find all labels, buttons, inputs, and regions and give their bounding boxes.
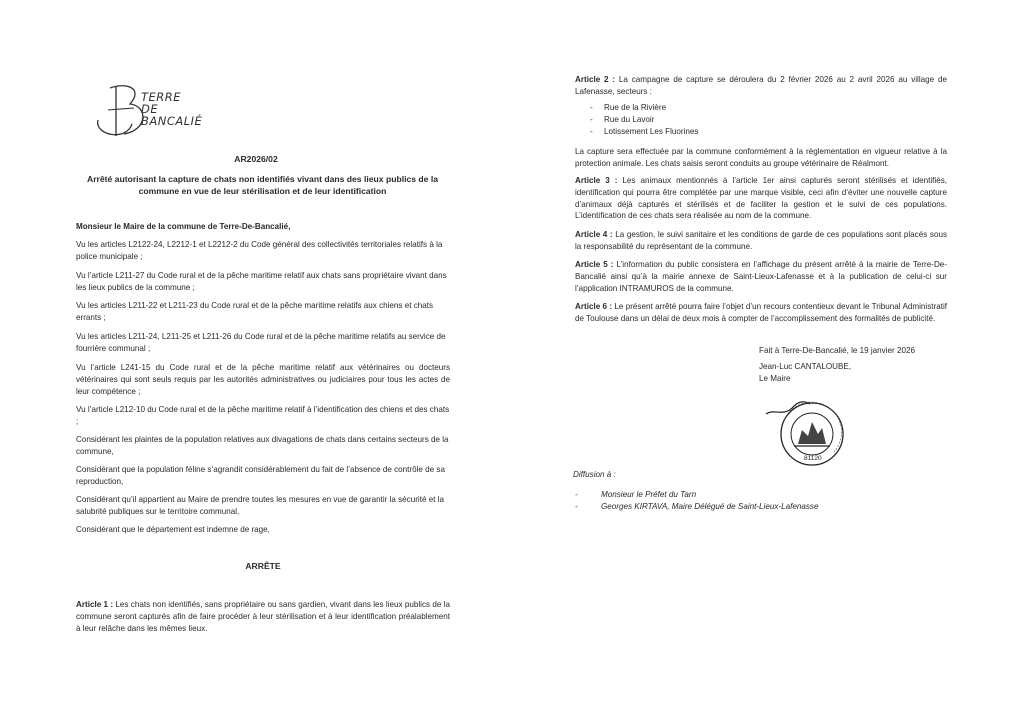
- mairie-stamp-icon: [764, 394, 846, 468]
- diffusion-title: Diffusion à :: [573, 470, 616, 479]
- article-6: [575, 301, 947, 325]
- article-2-label: Article 2 :: [575, 75, 616, 84]
- diffusion-list: [575, 489, 818, 513]
- article-3: [575, 175, 947, 222]
- article-2: [575, 74, 947, 98]
- article-1-label: Article 1 :: [76, 600, 114, 609]
- decree-title: Arrêté autorisant la capture de chats non identifiés vivant dans des lieux publics de la commune en vue de leur stérilisation et de leur identification: [86, 174, 438, 196]
- article-3-text: Les animaux mentionnés à l’article 1er ainsi capturés seront stérilisés et identifiés, identification qui pourra être complétée par une marque visible, ceci afin d’éviter une nouvelle capture d’animaux déjà capturés et stérilisés et de faciliter la gestion et le suivi de ces populations. L’identification de ces chats sera réalisée au nom de la commune.: [575, 176, 947, 221]
- mayor-line: Monsieur le Maire de la commune de Terre-De-Bancalié,: [76, 222, 291, 231]
- diffusion-item: - Georges KIRTAVA, Maire Délégué de Saint-Lieux-Lafenasse: [575, 501, 818, 513]
- paragraph-3: Vu les articles L211-22 et L211-23 du Code rural et de la pêche maritime relatifs aux chiens et chats errants ;: [76, 301, 434, 322]
- article-4-text: La gestion, le suivi sanitaire et les conditions de garde de ces populations sont placés sous la responsabilité du représentant de la commune.: [575, 230, 947, 251]
- paragraph-7: Considérant les plaintes de la population relatives aux divagations de chats dans certains secteurs de la commune,: [76, 435, 449, 456]
- arrete-heading: ARRÊTE: [245, 561, 281, 571]
- article-4: [575, 229, 947, 253]
- article-6-label: Article 6 :: [575, 302, 613, 311]
- sector-item: - Lotissement Les Fluorines: [590, 126, 698, 138]
- paragraph-4: Vu les articles L211-24, L211-25 et L211-26 du Code rural et de la pêche maritime relatifs au service de fourrière communal ;: [76, 332, 446, 353]
- article-5-label: Article 5 :: [575, 260, 614, 269]
- logo-line-3: BANCALIÉ: [141, 114, 203, 128]
- logo-line-2: DE: [141, 102, 159, 116]
- paragraph-5: Vu l’article L241-15 du Code rural et de la pêche maritime relatif aux vétérinaires ou docteurs vétérinaires qui sont seuls requis par les autorités administratives ou judiciaires pour tous les actes de leur compétence ;: [76, 363, 450, 396]
- article-6-text: Le présent arrêté pourra faire l’objet d’un recours contentieux devant le Tribunal Administratif de Toulouse dans un délai de deux mois à compter de l’accomplissement des formalités de publicité.: [575, 302, 947, 323]
- article-1: [76, 599, 450, 635]
- diffusion-item: - Monsieur le Préfet du Tarn: [575, 489, 818, 501]
- capture-paragraph: La capture sera effectuée par la commune conformément à la règlementation en vigueur relative à la protection animale. Les chats saisis seront conduits au groupe vétérinaire de Réalmont.: [575, 147, 947, 168]
- article-5-text: L’information du public consistera en l’affichage du présent arrêté à la mairie de Terre-De-Bancalié ainsi qu’à la mairie annexe de Saint-Lieux-Lafenasse et à la publication de celui-ci sur l’application INTRAMUROS de la commune.: [575, 260, 947, 293]
- stamp-code: 81120: [804, 455, 822, 462]
- sector-list: [590, 102, 698, 138]
- place-date: Fait à Terre-De-Bancalié, le 19 janvier 2026: [759, 346, 915, 355]
- sector-item: - Rue du Lavoir: [590, 114, 698, 126]
- paragraph-6: Vu l’article L212-10 du Code rural et de la pêche maritime relatif à l’identification des chiens et des chats ;: [76, 405, 450, 426]
- sector-item: - Rue de la Rivière: [590, 102, 698, 114]
- signer-role: Le Maire: [759, 374, 791, 383]
- paragraph-10: Considérant que le département est indemne de rage,: [76, 525, 270, 534]
- article-1-text: Les chats non identifiés, sans propriétaire ou sans gardien, vivant dans les lieux publics de la commune seront capturés afin de faire procéder à leur stérilisation et à leur identification préalablement à leur relâche dans les mêmes lieux.: [76, 600, 451, 633]
- article-2-text: La campagne de capture se déroulera du 2 février 2026 au 2 avril 2026 au village de Lafenasse, secteurs :: [575, 75, 947, 96]
- paragraph-8: Considérant que la population féline s’agrandit considérablement du fait de l’absence de contrôle de sa reproduction,: [76, 465, 445, 486]
- decree-reference: AR2026/02: [234, 154, 278, 164]
- article-4-label: Article 4 :: [575, 230, 613, 239]
- article-5: [575, 259, 947, 294]
- article-3-label: Article 3 :: [575, 176, 618, 185]
- paragraph-1: Vu les articles L2122-24, L2212-1 et L2212-2 du Code général des collectivités territoriales relatifs à la police municipale ;: [76, 240, 443, 261]
- signer-name: Jean-Luc CANTALOUBE,: [759, 362, 852, 371]
- paragraph-9: Considérant qu’il appartient au Maire de prendre toutes les mesures en vue de garantir la sécurité et la salubrité publiques sur le territoire communal,: [76, 495, 445, 516]
- logo-line-1: TERRE: [141, 90, 182, 104]
- paragraph-2: Vu l’article L211-27 du Code rural et de la pêche maritime relatif aux chats sans propriétaire vivant dans les lieux publics de la commune ;: [76, 271, 447, 292]
- logo-text: [141, 91, 202, 127]
